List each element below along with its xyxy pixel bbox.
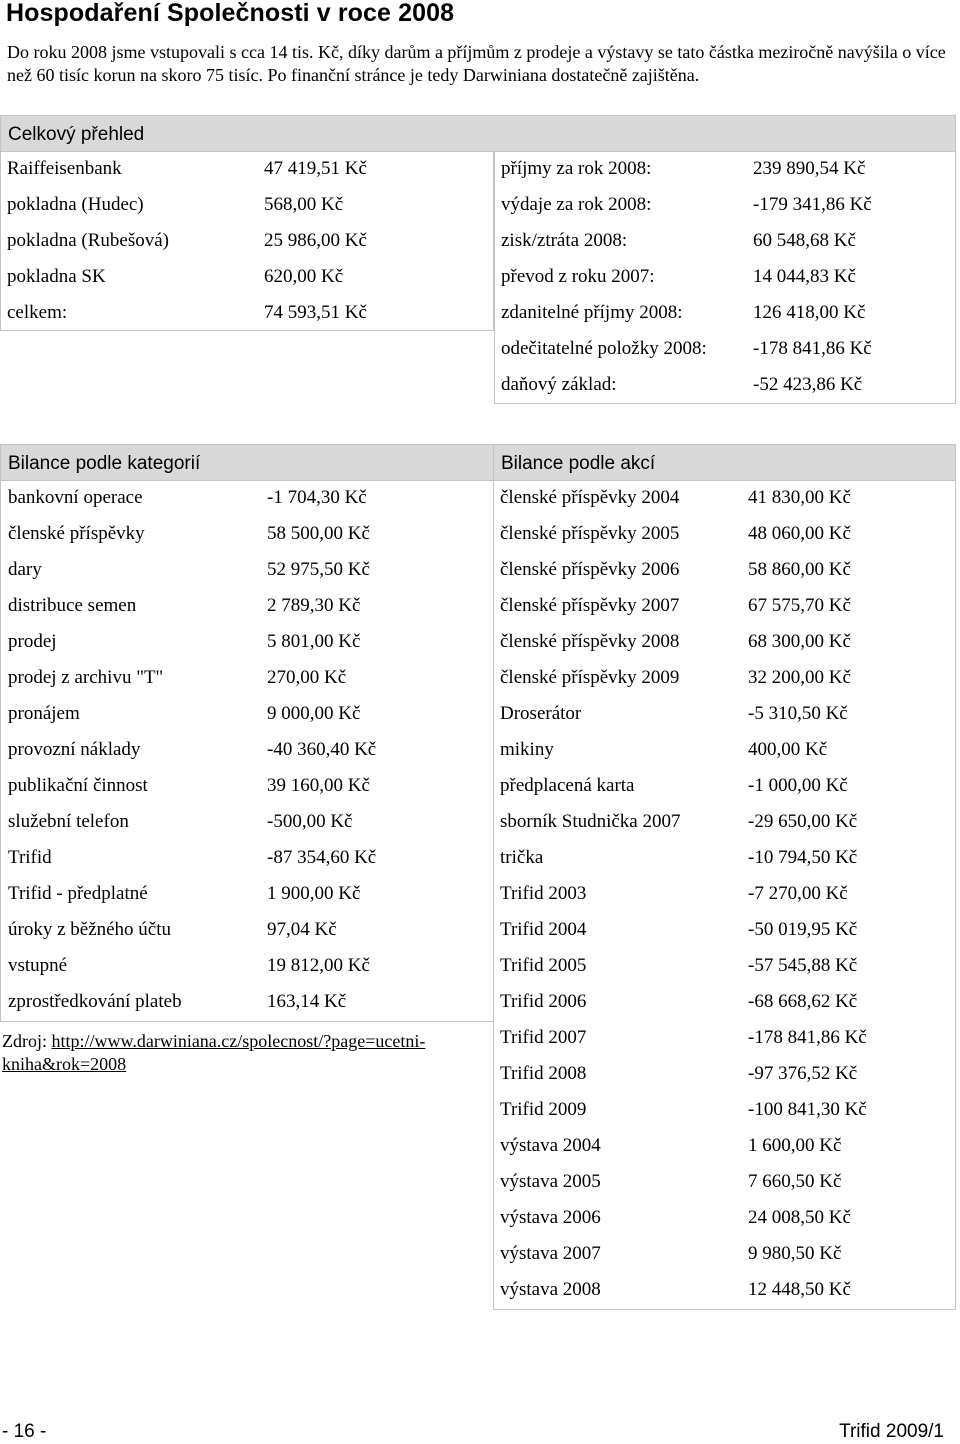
account-row-value: 25 986,00 Kč xyxy=(264,230,367,251)
overview-heading-text: Celkový přehled xyxy=(8,124,145,145)
action-row-value: -50 019,95 Kč xyxy=(748,919,858,940)
action-row-label: Trifid 2004 xyxy=(500,919,587,940)
account-row-label: pokladna (Hudec) xyxy=(7,194,144,215)
summary-row-value: 239 890,54 Kč xyxy=(753,158,866,179)
category-row-label: prodej xyxy=(8,631,57,652)
action-row-value: 68 300,00 Kč xyxy=(748,631,851,652)
category-row-value: 52 975,50 Kč xyxy=(267,559,370,580)
category-row-label: služební telefon xyxy=(8,811,129,832)
action-row-value: 48 060,00 Kč xyxy=(748,523,851,544)
action-row-value: 41 830,00 Kč xyxy=(748,487,851,508)
action-row-label: členské příspěvky 2006 xyxy=(500,559,680,580)
action-row-label: členské příspěvky 2007 xyxy=(500,595,680,616)
account-row-value: 74 593,51 Kč xyxy=(264,302,367,323)
category-row-value: -40 360,40 Kč xyxy=(267,739,377,760)
action-row-label: předplacená karta xyxy=(500,775,635,796)
action-row-label: mikiny xyxy=(500,739,554,760)
summary-row-value: 60 548,68 Kč xyxy=(753,230,856,251)
action-row-label: Trifid 2007 xyxy=(500,1027,587,1048)
category-row-value: 19 812,00 Kč xyxy=(267,955,370,976)
source-link[interactable]: http://www.darwiniana.cz/spolecnost/?page=ucetni-kniha&rok=2008 xyxy=(2,1031,426,1074)
action-row-value: 7 660,50 Kč xyxy=(748,1171,842,1192)
category-row-value: 163,14 Kč xyxy=(267,991,347,1012)
action-row-label: trička xyxy=(500,847,544,868)
category-row-label: pronájem xyxy=(8,703,80,724)
action-row-label: výstava 2006 xyxy=(500,1207,601,1228)
action-row-value: -5 310,50 Kč xyxy=(748,703,848,724)
category-row-label: prodej z archivu "T" xyxy=(8,667,164,688)
action-row-value: -10 794,50 Kč xyxy=(748,847,858,868)
account-row-label: pokladna (Rubešová) xyxy=(7,230,169,251)
category-row-value: 2 789,30 Kč xyxy=(267,595,361,616)
action-row-value: -1 000,00 Kč xyxy=(748,775,848,796)
category-row-value: 39 160,00 Kč xyxy=(267,775,370,796)
category-row-value: -1 704,30 Kč xyxy=(267,487,367,508)
page-title: Hospodaření Společnosti v roce 2008 xyxy=(6,0,455,27)
category-row-label: provozní náklady xyxy=(8,739,141,760)
action-row-value: 12 448,50 Kč xyxy=(748,1279,851,1300)
summary-row-label: daňový základ: xyxy=(501,374,617,395)
action-row-label: Trifid 2008 xyxy=(500,1063,587,1084)
category-row-value: 1 900,00 Kč xyxy=(267,883,361,904)
action-row-label: výstava 2008 xyxy=(500,1279,601,1300)
action-row-value: 400,00 Kč xyxy=(748,739,828,760)
summary-row-label: odečitatelné položky 2008: xyxy=(501,338,707,359)
intro-paragraph: Do roku 2008 jsme vstupovali s cca 14 tis. Kč, díky darům a příjmům z prodeje a výstavy se tato částka meziročně navýšila o více než 60 tisíc korun na skoro 75 tisíc. Po finanční stránce je tedy Darwiniana dostatečně zajištěna. xyxy=(7,42,946,85)
account-row-value: 620,00 Kč xyxy=(264,266,344,287)
category-row-label: dary xyxy=(8,559,42,580)
action-row-label: členské příspěvky 2009 xyxy=(500,667,680,688)
category-row-label: publikační činnost xyxy=(8,775,148,796)
action-row-value: 9 980,50 Kč xyxy=(748,1243,842,1264)
summary-row-label: zdanitelné příjmy 2008: xyxy=(501,302,683,323)
summary-row-value: 14 044,83 Kč xyxy=(753,266,856,287)
summary-row-label: příjmy za rok 2008: xyxy=(501,158,652,179)
categories-heading xyxy=(0,444,494,481)
category-row-value: 97,04 Kč xyxy=(267,919,337,940)
action-row-label: Droserátor xyxy=(500,703,582,724)
category-row-value: 9 000,00 Kč xyxy=(267,703,361,724)
action-row-label: sborník Studnička 2007 xyxy=(500,811,681,832)
action-row-label: Trifid 2005 xyxy=(500,955,587,976)
category-row-label: distribuce semen xyxy=(8,595,137,616)
action-row-value: -29 650,00 Kč xyxy=(748,811,858,832)
overview-heading xyxy=(0,115,956,152)
action-row-value: -68 668,62 Kč xyxy=(748,991,858,1012)
category-row-value: 58 500,00 Kč xyxy=(267,523,370,544)
page-number: - 16 - xyxy=(2,1421,47,1442)
action-row-value: 58 860,00 Kč xyxy=(748,559,851,580)
action-row-label: výstava 2005 xyxy=(500,1171,601,1192)
action-row-label: výstava 2007 xyxy=(500,1243,601,1264)
issue-label: Trifid 2009/1 xyxy=(839,1421,944,1442)
action-row-label: členské příspěvky 2005 xyxy=(500,523,680,544)
account-row-label: pokladna SK xyxy=(7,266,106,287)
summary-row-value: 126 418,00 Kč xyxy=(753,302,866,323)
category-row-label: úroky z běžného účtu xyxy=(8,919,172,940)
category-row-label: Trifid - předplatné xyxy=(8,883,148,904)
summary-row-value: -178 841,86 Kč xyxy=(753,338,872,359)
action-row-label: Trifid 2006 xyxy=(500,991,587,1012)
action-row-value: -57 545,88 Kč xyxy=(748,955,858,976)
source-note xyxy=(2,1030,492,1076)
category-row-label: vstupné xyxy=(8,955,68,976)
action-row-value: 1 600,00 Kč xyxy=(748,1135,842,1156)
action-row-label: členské příspěvky 2008 xyxy=(500,631,680,652)
actions-heading-text: Bilance podle akcí xyxy=(501,453,656,474)
account-row-value: 568,00 Kč xyxy=(264,194,344,215)
account-row-value: 47 419,51 Kč xyxy=(264,158,367,179)
action-row-label: členské příspěvky 2004 xyxy=(500,487,680,508)
action-row-label: Trifid 2009 xyxy=(500,1099,587,1120)
action-row-label: výstava 2004 xyxy=(500,1135,601,1156)
summary-row-value: -52 423,86 Kč xyxy=(753,374,863,395)
action-row-value: -178 841,86 Kč xyxy=(748,1027,867,1048)
category-row-label: zprostředkování plateb xyxy=(8,991,182,1012)
category-row-value: 270,00 Kč xyxy=(267,667,347,688)
action-row-value: -100 841,30 Kč xyxy=(748,1099,867,1120)
summary-row-label: převod z roku 2007: xyxy=(501,266,655,287)
action-row-value: -7 270,00 Kč xyxy=(748,883,848,904)
category-row-label: členské příspěvky xyxy=(8,523,145,544)
account-row-label: Raiffeisenbank xyxy=(7,158,122,179)
summary-row-value: -179 341,86 Kč xyxy=(753,194,872,215)
action-row-value: 32 200,00 Kč xyxy=(748,667,851,688)
category-row-value: 5 801,00 Kč xyxy=(267,631,361,652)
category-row-value: -87 354,60 Kč xyxy=(267,847,377,868)
actions-heading xyxy=(493,444,956,481)
categories-heading-text: Bilance podle kategorií xyxy=(8,453,201,474)
category-row-label: Trifid xyxy=(8,847,52,868)
category-row-label: bankovní operace xyxy=(8,487,143,508)
summary-row-label: zisk/ztráta 2008: xyxy=(501,230,628,251)
action-row-value: -97 376,52 Kč xyxy=(748,1063,858,1084)
action-row-label: Trifid 2003 xyxy=(500,883,587,904)
action-row-value: 67 575,70 Kč xyxy=(748,595,851,616)
source-prefix: Zdroj: xyxy=(2,1031,52,1051)
category-row-value: -500,00 Kč xyxy=(267,811,353,832)
account-row-label: celkem: xyxy=(7,302,68,323)
action-row-value: 24 008,50 Kč xyxy=(748,1207,851,1228)
summary-row-label: výdaje za rok 2008: xyxy=(501,194,652,215)
